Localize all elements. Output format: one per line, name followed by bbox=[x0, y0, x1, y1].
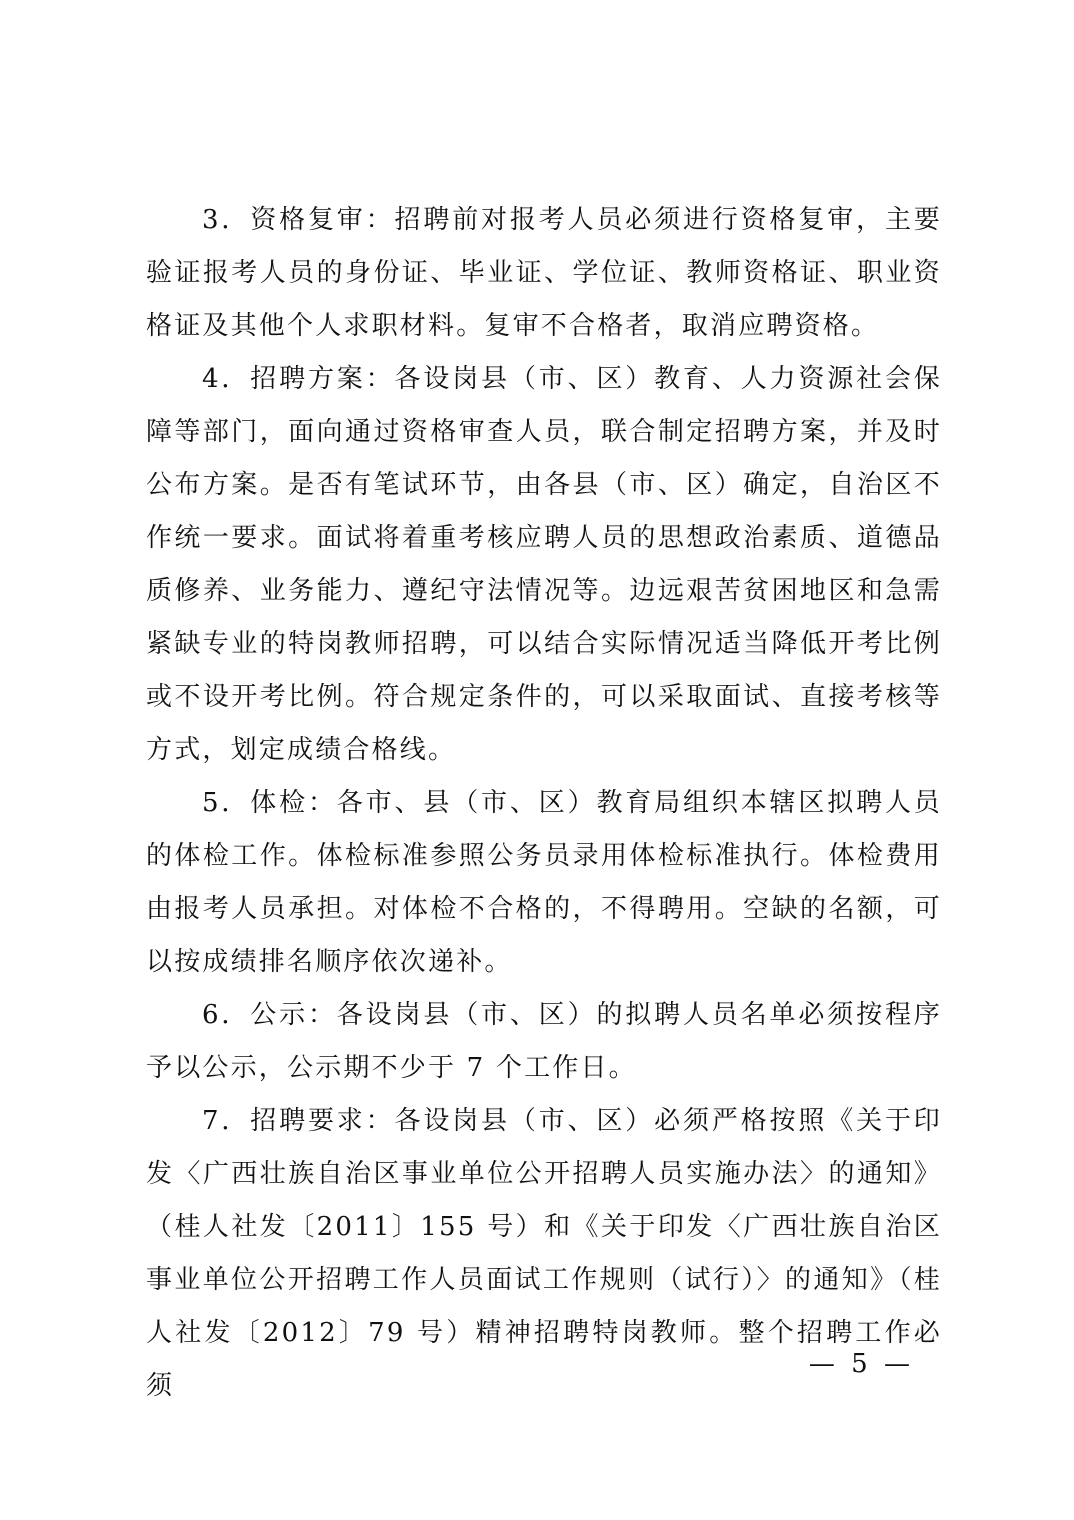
paragraph-recruitment-plan: 4．招聘方案：各设岗县（市、区）教育、人力资源社会保障等部门，面向通过资格审查人员，联合制定招聘方案，并及时公布方案。是否有笔试环节，由各县（市、区）确定，自治区不作统一要求。面试将着重考核应聘人员的思想政治素质、道德品质修养、业务能力、遵纪守法情况等。边远艰苦贫困地区和急需紧缺专业的特岗教师招聘，可以结合实际情况适当降低开考比例或不设开考比例。符合规定条件的，可以采取面试、直接考核等方式，划定成绩合格线。 bbox=[146, 364, 942, 765]
paragraph-public-notice: 6．公示：各设岗县（市、区）的拟聘人员名单必须按程序予以公示，公示期不少于 7 个工作日。 bbox=[146, 1000, 942, 1083]
body-text bbox=[146, 194, 942, 1413]
page-number: — 5 — bbox=[808, 1349, 914, 1379]
paragraph-recruitment-requirements: 7．招聘要求：各设岗县（市、区）必须严格按照《关于印发〈广西壮族自治区事业单位公开招聘人员实施办法〉的通知》（桂人社发〔2011〕155 号）和《关于印发〈广西壮族自治区事业单位公开招聘工作人员面试工作规则（试行）〉的通知》（桂人社发〔2012〕79 号）精神招聘特岗教师。整个招聘工作必须 bbox=[146, 1106, 942, 1401]
paragraph-physical-exam: 5．体检：各市、县（市、区）教育局组织本辖区拟聘人员的体检工作。体检标准参照公务员录用体检标准执行。体检费用由报考人员承担。对体检不合格的，不得聘用。空缺的名额，可以按成绩排名顺序依次递补。 bbox=[146, 788, 942, 977]
paragraph-qualification-review: 3．资格复审：招聘前对报考人员必须进行资格复审，主要验证报考人员的身份证、毕业证、学位证、教师资格证、职业资格证及其他个人求职材料。复审不合格者，取消应聘资格。 bbox=[146, 205, 942, 341]
